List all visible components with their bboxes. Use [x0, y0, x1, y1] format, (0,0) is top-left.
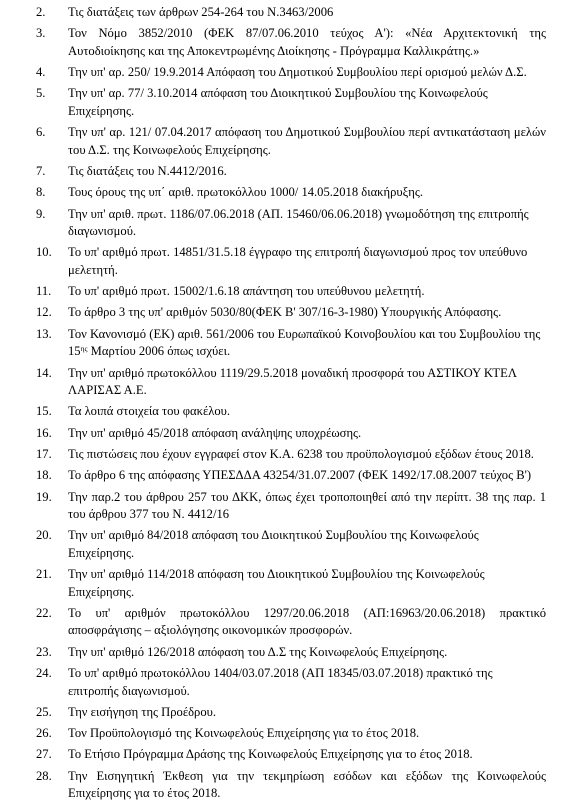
- list-item: [0, 4, 546, 22]
- list-item-text: Τις διατάξεις του Ν.4412/2016.: [68, 163, 227, 178]
- list-item: [0, 605, 546, 640]
- list-item: [0, 746, 546, 764]
- list-item-text: Τα λοιπά στοιχεία του φακέλου.: [68, 404, 231, 419]
- list-item-superscript: ης: [80, 344, 88, 354]
- list-item-text: Την υπ' αριθμό 126/2018 απόφαση του Δ.Σ της Κοινωφελούς Επιχείρησης.: [68, 644, 448, 659]
- list-item-text: Το άρθρο 3 της υπ' αριθμόν 5030/80(ΦΕΚ Β' 307/16-3-1980) Υπουργικής Απόφασης.: [68, 305, 502, 320]
- list-item-number: 8.: [36, 185, 46, 200]
- list-item-text: Την υπ' αριθμό 114/2018 απόφαση του Διοικητικού Συμβουλίου της Κοινωφελούς Επιχείρησης.: [68, 567, 485, 599]
- list-item-text: Το υπ' αριθμό πρωτ. 15002/1.6.18 απάντηση του υπεύθυνου μελετητή.: [68, 284, 425, 299]
- list-item-number: 7.: [36, 163, 46, 178]
- numbered-list: [0, 4, 588, 807]
- list-item: [0, 25, 546, 60]
- list-item: [0, 304, 546, 322]
- list-item-number: 24.: [36, 666, 52, 681]
- list-item: [0, 467, 546, 485]
- list-item: [0, 326, 546, 361]
- list-item: [0, 365, 546, 400]
- list-item-number: 4.: [36, 65, 46, 80]
- list-item-text: Το υπ' αριθμό πρωτοκόλλου 1404/03.07.2018 (ΑΠ 18345/03.07.2018) πρακτικό της επιτροπής διαγωνισμού.: [68, 666, 493, 698]
- list-item-text: Το υπ' αριθμόν πρωτοκόλλου 1297/20.06.2018 (ΑΠ:16963/20.06.2018) πρακτικό αποσφράγισης – αξιολόγησης οικονομικών προσφορών.: [68, 605, 546, 638]
- list-item: [0, 244, 546, 279]
- list-item: [0, 184, 546, 202]
- list-item: [0, 283, 546, 301]
- list-item-number: 9.: [36, 206, 46, 221]
- list-item-text: Την Εισηγητική Έκθεση για την τεκμηρίωση εσόδων και εξόδων της Κοινωφελούς Επιχείρησης για το έτος 2018.: [68, 768, 546, 801]
- list-item-number: 13.: [36, 326, 52, 341]
- list-item: [0, 64, 546, 82]
- list-item-text: Τους όρους της υπ΄ αριθ. πρωτοκόλλου 1000/ 14.05.2018 διακήρυξης.: [68, 185, 423, 200]
- list-item-text: Την υπ' αρ. 121/ 07.04.2017 απόφαση του Δημοτικού Συμβουλίου περί αντικατάσταση μελών του Δ.Σ. της Κοινωφελούς Επιχείρησης.: [68, 125, 546, 157]
- list-item: [0, 206, 546, 241]
- list-item: [0, 527, 546, 562]
- list-item-number: 15.: [36, 404, 52, 419]
- list-item-number: 21.: [36, 567, 52, 582]
- list-item-number: 20.: [36, 528, 52, 543]
- list-item-number: 27.: [36, 747, 52, 762]
- list-item: [0, 704, 546, 722]
- list-item-number: 5.: [36, 86, 46, 101]
- list-item-text-continued: Μαρτίου 2006 όπως ισχύει.: [87, 344, 231, 359]
- list-item-number: 11.: [36, 284, 52, 299]
- list-item: [0, 489, 546, 524]
- list-item-number: 25.: [36, 704, 52, 719]
- list-item: [0, 124, 546, 159]
- list-item-text: Τον Προϋπολογισμό της Κοινωφελούς Επιχείρησης για το έτος 2018.: [68, 726, 420, 741]
- list-item-number: 2.: [36, 5, 46, 19]
- list-item: [0, 163, 546, 181]
- list-item-text: Τον Κανονισμό (ΕΚ) αριθ. 561/2006 του Ευρωπαϊκού Κοινοβουλίου και του Συμβουλίου της 15: [68, 326, 541, 359]
- list-item: [0, 665, 546, 700]
- list-item-text: Την υπ' αριθμό πρωτοκόλλου 1119/29.5.2018 μοναδική προσφορά του ΑΣΤΙΚΟΥ ΚΤΕΛ ΛΑΡΙΣΑΣ Α.Ε.: [68, 365, 517, 398]
- list-item-number: 19.: [36, 489, 52, 504]
- list-item: [0, 768, 546, 803]
- list-item-number: 22.: [36, 605, 52, 620]
- list-item-number: 18.: [36, 468, 52, 483]
- list-item: [0, 446, 546, 464]
- list-item-text: Το άρθρο 6 της απόφασης ΥΠΕΣΔΔΑ 43254/31.07.2007 (ΦΕΚ 1492/17.08.2007 τεύχος Β'): [68, 468, 532, 483]
- list-item-text: Το υπ' αριθμό πρωτ. 14851/31.5.18 έγγραφο της επιτροπή διαγωνισμού προς τον υπεύθυνο μελετητή.: [68, 245, 528, 277]
- list-item: [0, 566, 546, 601]
- list-item-text: Την υπ' αριθ. πρωτ. 1186/07.06.2018 (ΑΠ. 15460/06.06.2018) γνωμοδότηση της επιτροπής διαγωνισμού.: [68, 206, 529, 239]
- list-item-number: 14.: [36, 365, 52, 380]
- list-item-number: 17.: [36, 446, 52, 461]
- list-item-text: Την εισήγηση της Προέδρου.: [68, 704, 217, 719]
- list-item-text: Την υπ' αριθμό 45/2018 απόφαση ανάληψης υποχρέωσης.: [68, 425, 362, 440]
- list-item-text: Τις πιστώσεις που έχουν εγγραφεί στον Κ.Α. 6238 του προϋπολογισμού εξόδων έτους 2018.: [68, 446, 534, 461]
- list-item-text: Την υπ' αριθμό 84/2018 απόφαση του Διοικητικού Συμβουλίου της Κοινωφελούς Επιχείρησης.: [68, 528, 479, 560]
- list-item-text: Το Ετήσιο Πρόγραμμα Δράσης της Κοινωφελούς Επιχείρησης για το έτος 2018.: [68, 747, 473, 762]
- list-item: [0, 644, 546, 662]
- list-item-text: Την υπ' αρ. 77/ 3.10.2014 απόφαση του Διοικητικού Συμβουλίου της Κοινωφελούς Επιχείρησης.: [68, 86, 488, 118]
- list-item-text: Την παρ.2 του άρθρου 257 του ΔΚΚ, όπως έχει τροποποιηθεί από την περίπτ. 38 της παρ. 1 του άρθρου 377 του Ν. 4412/16: [68, 489, 546, 522]
- list-item-number: 16.: [36, 425, 52, 440]
- list-item-number: 28.: [36, 768, 52, 783]
- list-item-text: Την υπ' αρ. 250/ 19.9.2014 Απόφαση του Δημοτικού Συμβουλίου περί ορισμού μελών Δ.Σ.: [68, 65, 527, 80]
- list-item-number: 6.: [36, 125, 46, 140]
- list-item: [0, 725, 546, 743]
- list-item-text: Τον Νόμο 3852/2010 (ΦΕΚ 87/07.06.2010 τεύχος Α'): «Νέα Αρχιτεκτονική της Αυτοδιοίκησης και της Αποκεντρωμένης Διοίκησης - Πρόγραμμα Καλλικράτης.»: [68, 26, 546, 58]
- list-item: [0, 425, 546, 443]
- list-item-number: 26.: [36, 726, 52, 741]
- list-item: [0, 403, 546, 421]
- list-item-number: 10.: [36, 245, 52, 260]
- list-item-number: 12.: [36, 305, 52, 320]
- list-item-number: 23.: [36, 644, 52, 659]
- list-item-text: Τις διατάξεις των άρθρων 254-264 του Ν.3463/2006: [68, 5, 334, 19]
- list-item: [0, 85, 546, 120]
- list-item-number: 3.: [36, 26, 46, 41]
